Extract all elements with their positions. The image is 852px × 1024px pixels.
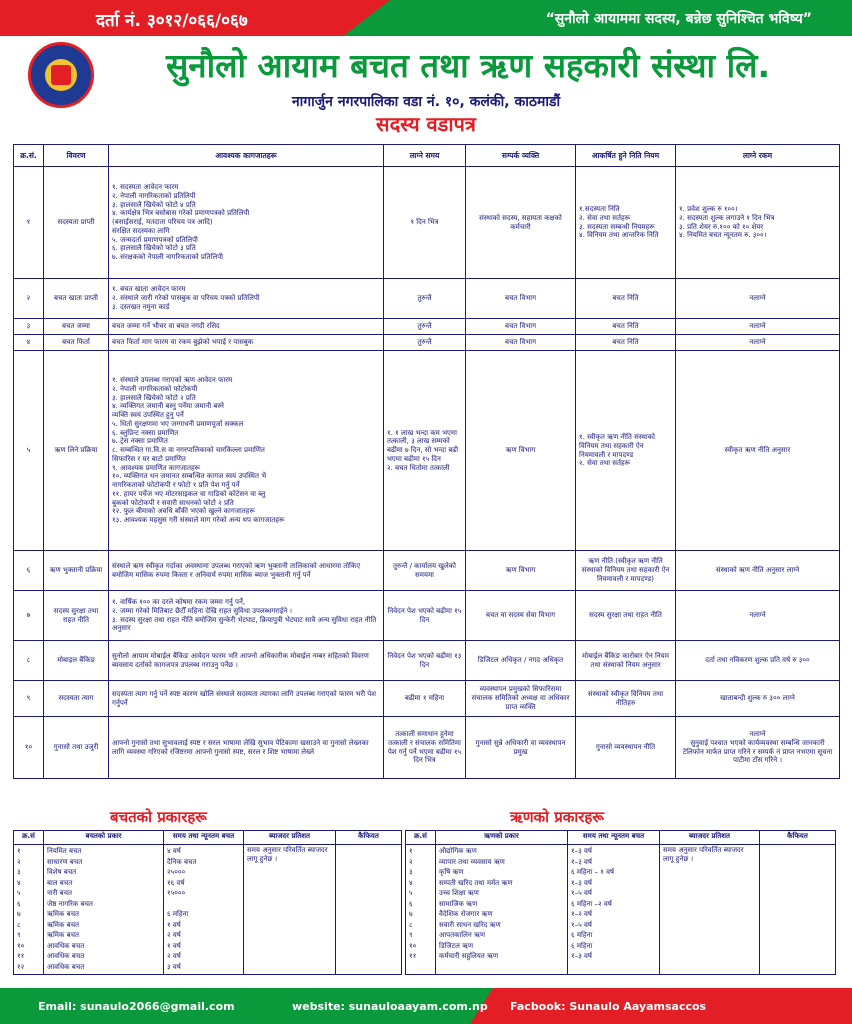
column-header: ब्याजदर प्रतिशत (660, 831, 760, 845)
table-header-row (406, 831, 836, 845)
row-time: तुरुन्तै / कार्यालय खुलेको समयमा (384, 551, 466, 591)
row-policy: १. स्वीकृत ऋण नीति संस्थाको विनियम तथा सहकारी ऐन नियमावली र मापदण्ड २. सेवा तथा सर्तहरू (576, 351, 676, 551)
row-sn: ८ (14, 641, 44, 681)
row-docs: सदस्यता त्याग गर्नु पर्ने स्पष्ट कारण खोलि संस्थाले सदस्यता त्यागका लागि उपलब्ध गराएको फारम भरी पेश गर्नुपर्ने (109, 681, 384, 717)
table-row (14, 319, 840, 335)
row-time: निवेदन पेश भएको बढीमा १३ दिन (384, 641, 466, 681)
column-header: क्र.सं (14, 831, 44, 845)
table-header-row (14, 831, 402, 845)
row-policy: गुनासो व्यवस्थापन नीति (576, 717, 676, 779)
row-docs: सुनौलो आयाम मोबाईल बैंकिङ आवेदन फारम भरि आफ्नो अधिकारीक मोबाईल नम्बर सहितको विवरण ब्यवसाय दर्ताको कागजपत्र उपलब्ध गराउनु पर्नेछ । (109, 641, 384, 681)
row-policy: बचत निति (576, 319, 676, 335)
form-title: सदस्य वडापत्र (376, 112, 476, 136)
row-desc: सदस्यता त्याग (44, 681, 109, 717)
table-row (14, 591, 840, 641)
footer-facebook[interactable]: Facbook: Sunaulo Aayamsaccos (510, 1000, 707, 1013)
column-header: क्र.सं. (14, 145, 44, 167)
top-banner (0, 0, 852, 36)
column-header: ऋणको प्रकार (436, 831, 568, 845)
column-header: आवश्यक कागजातहरू (109, 145, 384, 167)
table-row (14, 351, 840, 551)
table-row (406, 845, 836, 975)
row-contact: डिजिटल अधिकृत / नगद अधिकृत (466, 641, 576, 681)
organization-address: नागार्जुन नगरपालिका वडा नं. १०, कलंकी, काठमाडौं (291, 94, 561, 110)
row-fee: नलाग्ने (676, 335, 840, 351)
savings-remarks (336, 845, 402, 975)
savings-types-table (13, 830, 402, 975)
row-docs: बचत जम्मा गर्ने भौचर वा बचत नगदी रसिद (109, 319, 384, 335)
logo-building-mark (51, 65, 71, 85)
row-time: तुरुन्तै (384, 335, 466, 351)
table-row (14, 335, 840, 351)
slogan: “सुनौलो आयाममा सदस्य, बन्नेछ सुनिश्चित भविष्य” (545, 11, 812, 27)
row-sn: ६ (14, 551, 44, 591)
loan-sn-list: १ २ ३ ४ ५ ६ ७ ८ ९ १० ११ (406, 845, 436, 975)
row-time: १ दिन भित्र (384, 167, 466, 279)
column-header: विवरण (44, 145, 109, 167)
footer-email[interactable]: Email: sunaulo2066@gmail.com (38, 1000, 235, 1013)
organization-name: सुनौलो आयाम बचत तथा ऋण सहकारी संस्था लि. (165, 46, 771, 85)
savings-sn-list: १ २ ३ ४ ५ ६ ७ ८ ९ १० ११ १२ (14, 845, 44, 975)
row-sn: १० (14, 717, 44, 779)
row-fee: दर्ता तथा नविकरण शुल्क प्रति वर्ष रु ३०० (676, 641, 840, 681)
row-time: तत्काली समाधान हुनेमा तत्काली र संचालक समितिमा पेश गर्नु पर्ने भएमा बढीमा १५ दिन भित्र (384, 717, 466, 779)
savings-rate-note: समय अनुसार परिवर्तित ब्याजदर लागू हुनेछ । (244, 845, 336, 975)
table-row (14, 641, 840, 681)
column-header: आकर्षित हुने निति नियम (576, 145, 676, 167)
member-charter-table (13, 144, 840, 779)
savings-type-list: नियमित बचत साधारण बचत विशेष बचत बाल बचत नारी बचत जेष्ठ नागरिक बचत ऋमिक बचत ऋमिक बचत ऋमिक बचत आवधिक बचत आवधिक बचत आवधिक बचत (44, 845, 164, 975)
row-docs: १. वार्षिक १०० का दरले कोषमा रकम जम्मा गर्नु पर्ने, २. जम्मा गरेको मितिबाट छैटौँ महिना देखि राहत सुविधा उपलब्धगराईने । ३. सदस्य सुरक्षा तथा राहत नीति बमोजिम सुन्केरी भेटघाट, क्रियापुत्री भेटघाट सावै अन्य सुविधा राहत नीति अनुसार (109, 591, 384, 641)
row-contact: ऋण विभाग (466, 351, 576, 551)
row-desc: बचत खाता प्राप्ती (44, 279, 109, 319)
row-docs: १. सदस्यता आवेदन फारम २. नेपाली नागरिकताको प्रतिलिपी ३. हालसालै खिचेको फोटो ४ प्रति ४. कार्यक्षेत्र भित्र बसोबास गरेको प्रमाणपत्रको प्रतिलिपी (बसाईसराई, मतदाता परिचय पत्र आदि) संरक्षित सदस्यका लागि ५. जन्मदर्ता प्रमाणपत्रको प्रतिलिपी ६. हालसालै खिचेको फोटो ३ प्रति ७. संरक्षकको नेपाली नागरिकताको प्रतिलिपी (109, 167, 384, 279)
row-desc: ऋण लिने प्रक्रिया (44, 351, 109, 551)
column-header: समय तथा न्यूनतम बचत (164, 831, 244, 845)
row-docs: १. संस्थाले उपलब्ध गराएको ऋण आवेदन फारम २. नेपाली नागरिकताको फोटोकपी ३. हालसालै खिचेको फोटो २ प्रति ४. व्यक्तिगत जमानी बस्नु पर्नेमा जमानी बस्ने व्यक्ति स्वयं उपस्थित हुनु पर्ने ५. धितो सुरक्षणमा भए जग्गाधनी प्रमाणपूर्जा सक्कल ६. ब्लुप्रिन्ट नक्सा प्रमाणित ७. ट्रेस नक्सा प्रमाणित ८. सम्बन्धित गा.वि.स वा नगरपालिकाको चारकिल्ला प्रमाणित सिफारिस र घर बाटो प्रमाणित ९. आवश्यक प्रमाणित कागजातहरू १०. व्यक्तिगत धन जमानत सम्बन्धित कागज स्वयं उपस्थित भै नागरिकताको फोटोकपी र फोटो १ प्रति पेश गर्नु पर्ने ११. हायर पर्चेज भए मोटरसाइकल वा गाडिको कोटेसन वा ब्लु बुकको फोटोकपी र सवारी साधनको फोटो २ प्रति १२. फुल बीमाको अवधि बाँकी भएको खुल्ने कागजातहरू १३. आवश्यक महसुस गरी संस्थाले माग गरेको अन्य थप कागजातहरू (109, 351, 384, 551)
registration-number: दर्ता नं. ३०१२/०६६/०६७ (96, 11, 248, 31)
row-docs: आफ्नो गुनासो तथा सुभावलाई स्पष्ट र सरल भाषामा लेखि सुभाव पेटिकामा खसाउने वा गुनासो लेख्नका लागि व्यवस्था गरिएको रजिष्टरमा आफ्नो गुनासो स्पष्ट, सरल र शिष्ट भाषामा लेख्ने (109, 717, 384, 779)
row-fee: संस्थाको ऋण नीति अनुसार लाग्ने (676, 551, 840, 591)
loan-term-list: १–३ वर्ष १–३ वर्ष ६ महिना – १ वर्ष १–३ वर्ष १–५ वर्ष ६ महिना –२ वर्ष १–२ वर्ष १–५ वर्ष ६ महिना ६ महिना १–३ वर्ष (568, 845, 660, 975)
row-docs: संस्थाले ऋण स्वीकृत गर्दाका अवस्थामा उपलब्ध गराएको ऋण भुक्तानी तालिकाको आधारमा तोकिए बमोजिम मासिक रुपमा किस्ता र अनिवार्य रुपमा मासिक ब्याज भुक्तानी गर्नु पर्ने (109, 551, 384, 591)
row-contact: बचत विभाग (466, 319, 576, 335)
row-policy: सदस्य सुरक्षा तथा राहत नीति (576, 591, 676, 641)
row-sn: ७ (14, 591, 44, 641)
column-header: लाग्ने रकम (676, 145, 840, 167)
row-desc: सदस्य सुरक्षा तथा राहत नीति (44, 591, 109, 641)
row-docs: १. बचत खाता आवेदन फारम २. संस्थाले जारी गरेको पासबुक वा परिचय पत्रको प्रतिलिपी ३. दस्तखत नमुना कार्ड (109, 279, 384, 319)
column-header: समय तथा न्यूनतम बचत (568, 831, 660, 845)
table-row (14, 551, 840, 591)
row-policy: ऋण नीति (स्वीकृत ऋण नीति संस्थाको विनियम तथा सहकारी ऐन नियमावली र मापदण्ड) (576, 551, 676, 591)
row-contact: बचत वा सदस्य सेवा विभाग (466, 591, 576, 641)
row-desc: गुनासो तथा उजुरी (44, 717, 109, 779)
row-time: निवेदन पेश भएको बढीमा १५ दिन (384, 591, 466, 641)
row-sn: २ (14, 279, 44, 319)
savings-types-title: बचतको प्रकारहरू (110, 808, 207, 826)
column-header: सम्पर्क व्यक्ति (466, 145, 576, 167)
row-sn: ९ (14, 681, 44, 717)
row-fee: नलाग्ने (676, 591, 840, 641)
row-contact: व्यवस्थापन प्रमुखको सिफारिसमा संचालक समितिको अध्यक्ष वा अधिकार प्राप्त व्यक्ति (466, 681, 576, 717)
loan-types-title: ऋणको प्रकारहरू (510, 808, 604, 826)
row-sn: १ (14, 167, 44, 279)
table-row (14, 681, 840, 717)
table-row (14, 167, 840, 279)
column-header: कैफियत (336, 831, 402, 845)
row-desc: मोबाइल बैंकिङ (44, 641, 109, 681)
row-fee: नलाग्ने (676, 279, 840, 319)
row-sn: ४ (14, 335, 44, 351)
row-docs: बचत फिर्ता माग फारम वा रकम बुझेको भपाई र पासबुक (109, 335, 384, 351)
row-policy: संस्थाको स्वीकृत विनियम तथा नीतिहरु (576, 681, 676, 717)
row-contact: गुनासो सुन्ने अधिकारी वा व्यवस्थापन प्रमुख (466, 717, 576, 779)
loan-type-list: औद्योगिक ऋण व्यापार तथा व्यवसाय ऋण कृषि ऋण सम्पती खरिद तथा मर्मत ऋण उच्च शिक्षा ऋण सामाजिक ऋण वैदेशिक रोजगार ऋण सवारी साधन खरिद ऋण आपतकालिन ऋण डिजिटल ऋण कर्मचारी सहुलियत ऋण (436, 845, 568, 975)
column-header: लाग्ने समय (384, 145, 466, 167)
row-fee: १. प्रवेश शुल्क रु १००। २. सदस्यता शुल्क लगाउने १ दिन भित्र ३. प्रति शेयर रु.१०० को १० शेयर ४. नियमित बचत न्यूनतम रु. ३००। (676, 167, 840, 279)
row-contact: ऋण विभाग (466, 551, 576, 591)
row-fee: खाताबन्दी शुल्क रु ३०० लाग्ने (676, 681, 840, 717)
table-row (14, 717, 840, 779)
row-time: तुरुन्तै (384, 319, 466, 335)
row-desc: सदस्यता प्राप्ती (44, 167, 109, 279)
row-fee: स्वीकृत ऋण नीति अनुसार (676, 351, 840, 551)
loan-types-table (405, 830, 836, 975)
row-time: १. १ लाख भन्दा कम भएमा तत्काली, ३ लाख सम्मको बढीमा ७ दिन, सो भन्दा बढी भएमा बढीमा १५ दिन २. बचत धितोमा तत्काली (384, 351, 466, 551)
table-row (14, 279, 840, 319)
row-policy: बचत निति (576, 279, 676, 319)
footer-banner (0, 988, 852, 1024)
loan-rate-note: समय अनुसार परिवर्तित ब्याजदर लागू हुनेछ । (660, 845, 760, 975)
footer-website[interactable]: website: sunauloaayam.com.np (292, 1000, 488, 1013)
row-desc: बचत जम्मा (44, 319, 109, 335)
column-header: कैफियत (760, 831, 836, 845)
loan-remarks (760, 845, 836, 975)
column-header: बचतको प्रकार (44, 831, 164, 845)
row-sn: ५ (14, 351, 44, 551)
row-policy: बचत निति (576, 335, 676, 351)
row-policy: मोबाईल बैंकिङ कारोबार ऐन नियम तथा संस्थाको नियम अनुसार (576, 641, 676, 681)
row-fee: नलाग्ने (676, 319, 840, 335)
row-contact: बचत विभाग (466, 335, 576, 351)
row-desc: ऋण भुक्तानी प्रक्रिया (44, 551, 109, 591)
column-header: क्र.सं (406, 831, 436, 845)
row-desc: बचत फिर्ता (44, 335, 109, 351)
row-fee: नलाग्ने सुनुवाई पश्चात भएको कार्यव्यवस्था सम्बन्धि जानकारी टेलिफोन मार्फत प्राप्त गरिने र सम्पर्क नं प्राप्त नभएमा सूचना पाटीमा टाँस गरिने । (676, 717, 840, 779)
savings-term-list: ४ वर्ष दैनिक बचत २५००० १६ वर्ष १५००० ६ महिना १ वर्ष २ वर्ष १ वर्ष २ वर्ष ३ वर्ष (164, 845, 244, 975)
row-sn: ३ (14, 319, 44, 335)
row-policy: १.सदस्यता निति २. सेवा तथा सर्तहरू ३. सदस्यता सम्बन्धी नियमहरू ४. विनियम तथा आन्तरिक निति (576, 167, 676, 279)
row-time: बढीमा १ महिना (384, 681, 466, 717)
table-row (14, 845, 402, 975)
row-contact: संस्थाको सदस्य, सहायता कक्षको कर्मचारी (466, 167, 576, 279)
table-header-row (14, 145, 840, 167)
column-header: ब्याजदर प्रतिशत (244, 831, 336, 845)
row-time: तुरुन्तै (384, 279, 466, 319)
row-contact: बचत विभाग (466, 279, 576, 319)
